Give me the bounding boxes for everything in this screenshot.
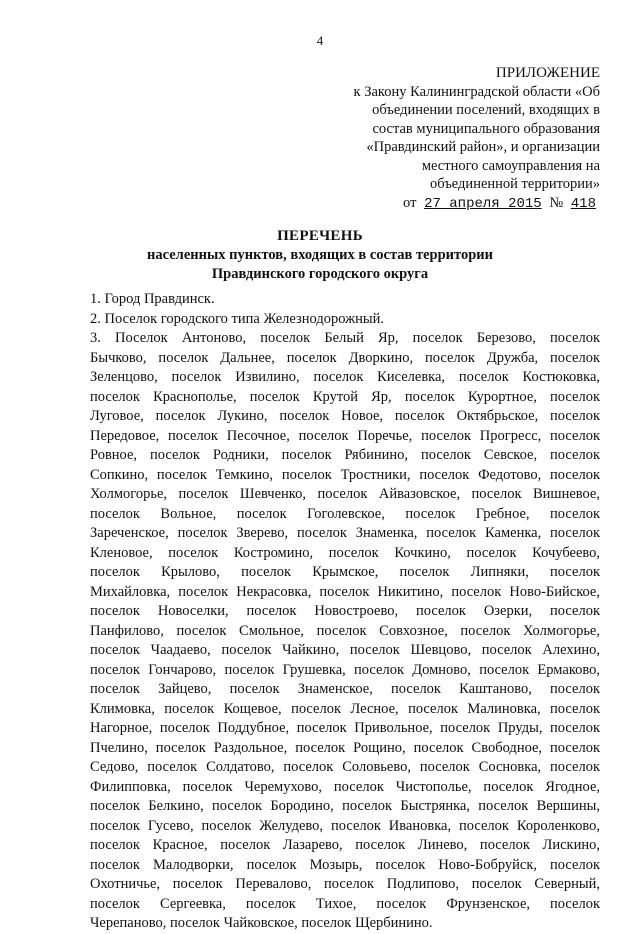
- list-item-3-line: Луговое, поселок Лукино, поселок Новое, поселок Октябрьское, поселок: [90, 408, 600, 424]
- list-item-1: 1. Город Правдинск.: [90, 291, 215, 307]
- list-item-3-line: поселок Краснополье, поселок Крутой Яр, поселок Курортное, поселок: [90, 388, 600, 405]
- appendix-line: состав муниципального образования: [372, 120, 600, 137]
- list-item-3-line: Панфилово, поселок Смольное, поселок Совхозное, поселок Холмогорье,: [90, 622, 600, 639]
- appendix-line: к Закону Калининградской области «Об: [353, 83, 600, 100]
- list-item-3-line: Нагорное, поселок Поддубное, поселок Привольное, поселок Пруды, поселок: [90, 720, 600, 736]
- date-prefix: от: [403, 194, 417, 211]
- appendix-date-line: [300, 194, 600, 214]
- list-item-3-line: Седово, поселок Солдатово, поселок Соловьево, поселок Сосновка, поселок: [90, 759, 600, 775]
- list-item-3-line: поселок Зайцево, поселок Знаменское, поселок Каштаново, поселок: [90, 681, 600, 697]
- document-title: [60, 227, 580, 284]
- list-item-3-line: поселок Новоселки, поселок Новостроево, поселок Озерки, поселок: [90, 603, 600, 619]
- number-value: 418: [570, 195, 596, 212]
- list-item-3-line: Сопкино, поселок Темкино, поселок Тростники, поселок Федотово, поселок: [90, 466, 600, 483]
- list-item-3-line: поселок Красное, поселок Лазарево, поселок Линево, поселок Лискино,: [90, 837, 600, 853]
- list-item-3-line: Передовое, поселок Песочное, поселок Поречье, поселок Прогресс, поселок: [90, 427, 600, 444]
- list-item-3: [90, 329, 600, 934]
- list-item-3-line: Бычково, поселок Дальнее, поселок Дворкино, поселок Дружба, поселок: [90, 349, 600, 366]
- list-item-3-line: Кленовое, поселок Костромино, поселок Кочкино, поселок Кочубеево,: [90, 544, 600, 561]
- list-item-3-line: поселок Малодворки, поселок Мозырь, поселок Ново-Бобруйск, поселок: [90, 856, 600, 873]
- list-item-3-line: поселок Сергеевка, поселок Тихое, поселок Фрунзенское, поселок: [90, 895, 600, 912]
- list-item-3-line: Зареченское, поселок Зверево, поселок Знаменка, поселок Каменка, поселок: [90, 525, 600, 541]
- title-subtitle: населенных пунктов, входящих в состав территории: [147, 247, 493, 263]
- list-item-3-line: Филипповка, поселок Черемухово, поселок Чистополье, поселок Ягодное,: [90, 778, 600, 795]
- appendix-heading: ПРИЛОЖЕНИЕ: [495, 65, 600, 81]
- list-item-3-line: Пчелино, поселок Раздольное, поселок Рощино, поселок Свободное, поселок: [90, 739, 600, 756]
- list-item-3-line: поселок Крылово, поселок Крымское, поселок Липняки, поселок: [90, 564, 600, 580]
- page-number: 4: [316, 33, 324, 48]
- list-item-3-line: Холмогорье, поселок Шевченко, поселок Айвазовское, поселок Вишневое,: [90, 486, 600, 502]
- appendix-line: «Правдинский район», и организации: [366, 139, 600, 155]
- list-item-3-line: Охотничье, поселок Перевалово, поселок Подлипово, поселок Северный,: [90, 876, 600, 892]
- appendix-line: объединенной территории»: [430, 176, 600, 192]
- appendix-line: объединении поселений, входящих в: [372, 102, 600, 118]
- list-item-3-line: Михайловка, поселок Некрасовка, поселок Никитино, поселок Ново-Бийское,: [90, 583, 600, 600]
- list-item-3-line: Зеленцово, поселок Извилино, поселок Киселевка, поселок Костюковка,: [90, 369, 600, 385]
- title-main: ПЕРЕЧЕНЬ: [277, 228, 363, 244]
- list-item-2: 2. Поселок городского типа Железнодорожный.: [90, 310, 384, 327]
- settlements-list: [90, 290, 600, 934]
- date-value: 27 апреля 2015: [424, 195, 542, 212]
- list-item-3-line: поселок Белкино, поселок Бородино, поселок Быстрянка, поселок Вершины,: [90, 798, 600, 814]
- appendix-block: [300, 64, 600, 213]
- list-item-3-line: поселок Гончарово, поселок Грушевка, поселок Домново, поселок Ермаково,: [90, 661, 600, 678]
- list-item-3-line: Ровное, поселок Родники, поселок Рябинино, поселок Севское, поселок: [90, 447, 600, 463]
- title-subtitle: Правдинского городского округа: [211, 266, 429, 282]
- appendix-line: местного самоуправления на: [421, 157, 600, 174]
- number-prefix: №: [549, 194, 564, 211]
- list-item-3-line: поселок Вольное, поселок Гоголевское, поселок Гребное, поселок: [90, 505, 600, 522]
- list-item-3-line: Черепаново, поселок Чайковское, поселок Щербинино.: [90, 915, 433, 931]
- list-item-3-line: 3. Поселок Антоново, поселок Белый Яр, поселок Березово, поселок: [90, 330, 600, 346]
- list-item-3-line: Климовка, поселок Кощевое, поселок Лесное, поселок Малиновка, поселок: [90, 700, 600, 717]
- list-item-3-line: поселок Чаадаево, поселок Чайкино, поселок Шевцово, поселок Алехино,: [90, 642, 600, 658]
- list-item-3-line: поселок Гусево, поселок Желудево, поселок Ивановка, поселок Короленково,: [90, 817, 600, 834]
